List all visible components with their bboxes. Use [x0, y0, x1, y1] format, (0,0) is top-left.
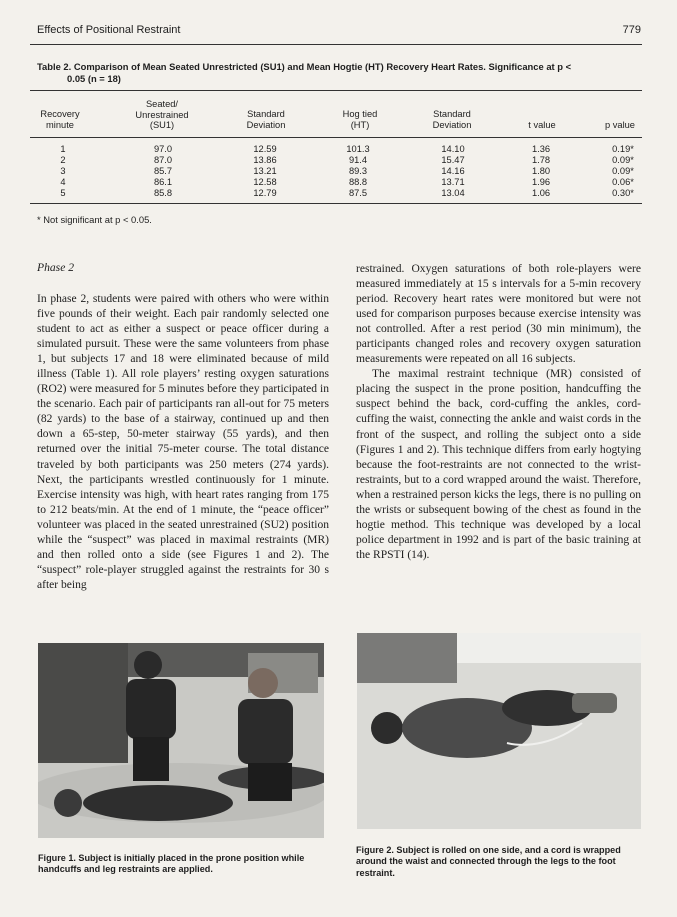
header-standard-deviation-1: [228, 109, 304, 130]
header-recovery-minute: [30, 109, 90, 130]
table-cell: 12.79: [253, 188, 277, 198]
body-column-right: [356, 262, 641, 563]
table-cell: 89.3: [348, 166, 368, 176]
figure-1-illustration: [38, 643, 324, 838]
header-line: p value: [605, 120, 635, 130]
table-cell: 0.09*: [612, 155, 634, 165]
header-standard-deviation-2: [414, 109, 490, 130]
table-cell: 15.47: [441, 155, 465, 165]
table-cell: 0.09*: [612, 166, 634, 176]
figure-2-photo: [357, 633, 641, 829]
header-rule: [30, 44, 642, 45]
header-line: t value: [528, 120, 556, 130]
header-hog-tied: [326, 109, 394, 130]
table-header-rule: [30, 137, 642, 138]
table-caption-line2: 0.05 (n = 18): [67, 73, 121, 84]
figure-1-photo: [38, 643, 324, 838]
table-cell: 13.21: [253, 166, 277, 176]
table-cell: 85.8: [153, 188, 173, 198]
table-cell: 0.06*: [612, 177, 634, 187]
header-line: minute: [46, 119, 74, 130]
header-t-value: [512, 120, 572, 131]
figure-1-caption: Figure 1. Subject is initially placed in the prone position while handcuffs and leg restraints are applied.: [38, 853, 305, 875]
table-bottom-rule: [30, 203, 642, 204]
paragraph: In phase 2, students were paired with others who were within five pounds of their weight. Each pair randomly selected one student to act as either a suspect or peace officer during a simulated pursuit. These were the same volunteers from phase 1, but subjects 17 and 18 were eliminated because of mild illness (Table 1). All role players’ resting oxygen saturations (RO2) were measured for 5 minutes before they participated in the scenario. Each pair of participants ran all-out for 75 meters (82 yards) to the base of a stairway, continued up and then down a 65-step, 50-meter stairway (55 yards), and then returned over the initial 75-meter course. The total distance traveled by both participants was 250 meters (274 yards). Next, the participants wrestled continuously for 1 minute. Exercise intensity was high, with heart rates ranging from 175 to 212 beats/min. At the end of 1 minute, the “peace officer” volunteer was placed in the seated unrestrained (SU2) position while the “suspect” was placed in maximal restraints (MR) and then rolled onto a side (see Figures 1 and 2). The “suspect” role-player struggled against the restraints for 30 s after being: [37, 293, 329, 591]
table-cell: 13.04: [441, 188, 465, 198]
header-line: Seated/: [145, 99, 179, 109]
table-cell: 12.59: [253, 144, 277, 154]
table-cell: 97.0: [153, 144, 173, 154]
figure-2-caption: Figure 2. Subject is rolled on one side, and a cord is wrapped around the waist and connected through the legs to the foot restraint.: [356, 845, 621, 878]
header-line: Hog tied: [342, 109, 378, 119]
table-top-rule: [30, 90, 642, 91]
paragraph: The maximal restraint technique (MR) consisted of placing the suspect in the prone position, handcuffing the suspect behind the back, cord-cuffing the ankles, cord-cuffing the waist, connecting the ankle and waist cords in the front of the suspect, and rolling the subject onto a side (Figures 1 and 2). This technique differs from early hogtying because the foot-restraints are not connected to the wrist-restraints, but to a cord wrapped around the waist. Therefore, when a restrained person kicks the legs, there is no pulling on the wrists or subsequent bowing of the chest as found in the hogtie method. This technique was developed by a local police department in 1992 and is part of the basic training at the RPSTI (14).: [356, 368, 641, 561]
table-cell: 3: [60, 166, 66, 176]
header-line: (SU1): [149, 120, 175, 131]
running-title: Effects of Positional Restraint: [37, 24, 181, 36]
header-line: (HT): [350, 119, 370, 130]
table-cell: 0.19*: [612, 144, 634, 154]
table-cell: 1: [60, 144, 66, 154]
header-line: Deviation: [432, 119, 472, 130]
table-cell: 12.58: [253, 177, 277, 187]
table-cell: 14.10: [441, 144, 465, 154]
table-caption: [37, 61, 641, 85]
header-seated-unrestrained: [122, 99, 202, 131]
table-cell: 88.8: [348, 177, 368, 187]
table-cell: 4: [60, 177, 66, 187]
table-cell: 87.5: [348, 188, 368, 198]
table-cell: 2: [60, 155, 66, 165]
table-cell: 85.7: [153, 166, 173, 176]
page-number: 779: [622, 24, 641, 36]
table-cell: 13.86: [253, 155, 277, 165]
header-line: Deviation: [246, 119, 286, 130]
table-cell: 1.80: [531, 166, 551, 176]
table-cell: 101.3: [346, 144, 370, 154]
table-cell: 86.1: [153, 177, 173, 187]
table-cell: 1.96: [531, 177, 551, 187]
table-cell: 1.06: [531, 188, 551, 198]
table-cell: 0.30*: [612, 188, 634, 198]
table-footnote: * Not significant at p < 0.05.: [37, 214, 152, 225]
section-heading: Phase 2: [37, 261, 75, 274]
table-caption-line1: Table 2. Comparison of Mean Seated Unrestricted (SU1) and Mean Hogtie (HT) Recovery Heart Rates. Significance at p <: [37, 61, 572, 72]
table-cell: 5: [60, 188, 66, 198]
figure-2-illustration: [357, 633, 641, 829]
header-line: Recovery: [40, 109, 80, 119]
header-p-value: [590, 120, 650, 131]
table-cell: 1.36: [531, 144, 551, 154]
body-column-left: [37, 292, 329, 593]
running-header: [37, 24, 641, 42]
table-cell: 13.71: [441, 177, 465, 187]
table-cell: 91.4: [348, 155, 368, 165]
header-line: Standard: [433, 109, 471, 119]
header-line: Unrestrained: [135, 109, 189, 120]
header-line: Standard: [247, 109, 285, 119]
table-cell: 1.78: [531, 155, 551, 165]
table-cell: 14.16: [441, 166, 465, 176]
paragraph: restrained. Oxygen saturations of both role-players were measured immediately at 15 s intervals for a 5-min recovery period. Recovery heart rates were monitored but were not used for comparison purposes because exercise intensity was not controlled. After a rest period (30 min minimum), the participants changed roles and recovery oxygen saturation measurements were repeated on all 16 subjects.: [356, 263, 641, 366]
table-cell: 87.0: [153, 155, 173, 165]
